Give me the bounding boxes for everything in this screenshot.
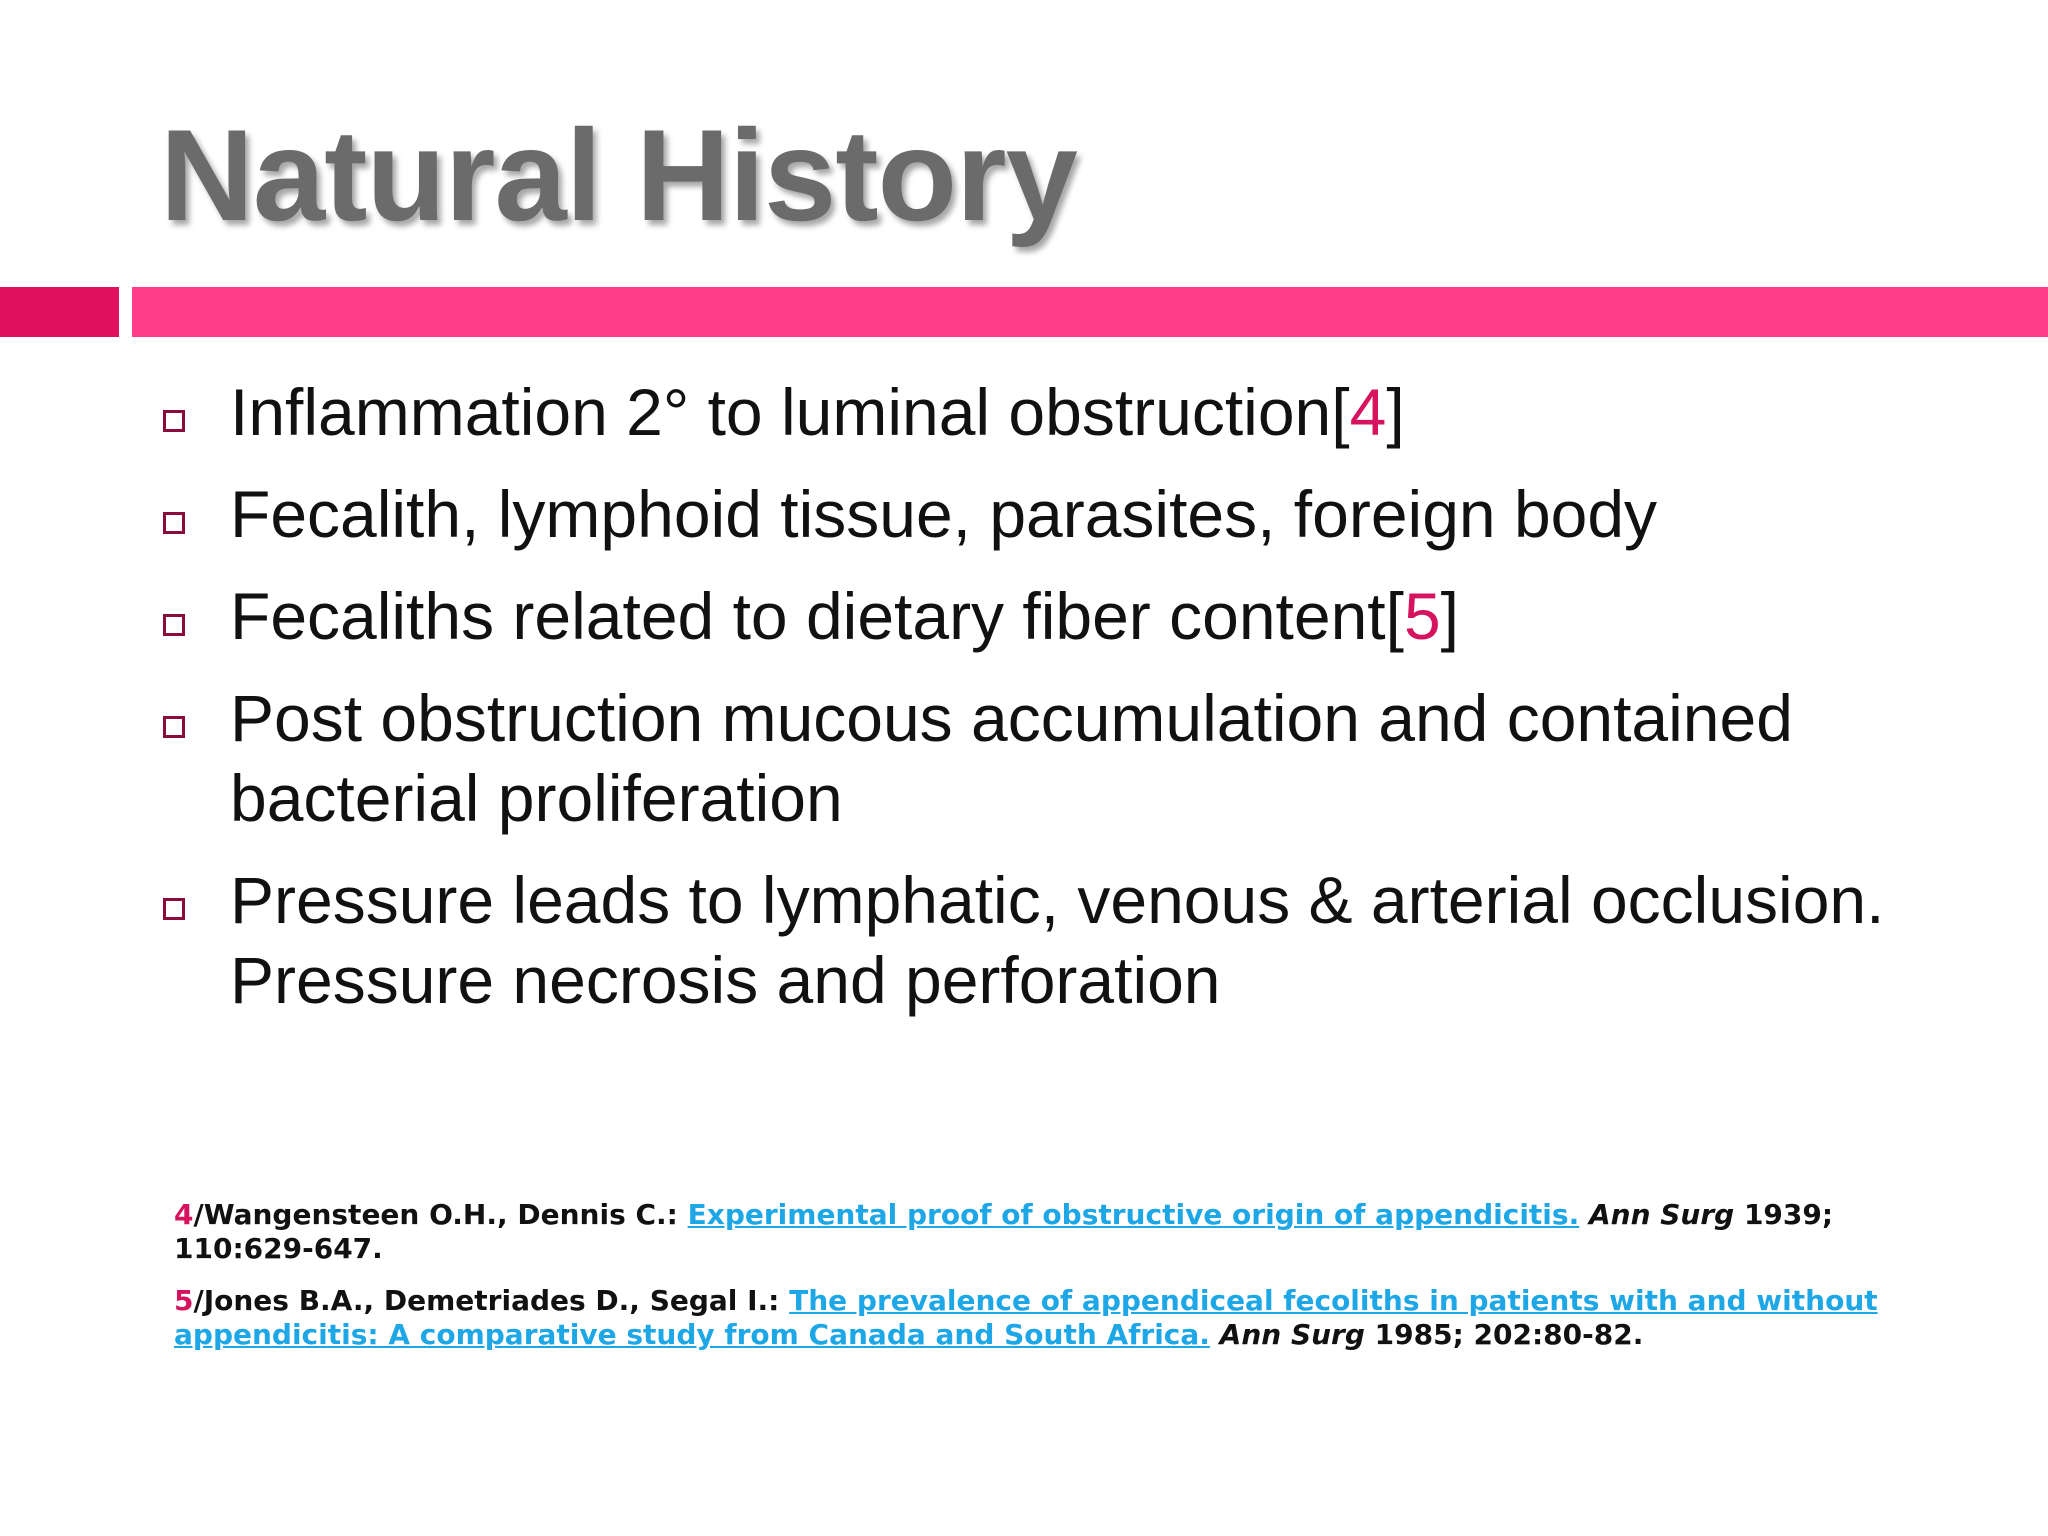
slide-title: Natural History	[160, 102, 1077, 248]
reference-journal: Ann Surg	[1579, 1198, 1735, 1231]
reference-authors: /Wangensteen O.H., Dennis C.:	[193, 1198, 688, 1231]
square-bullet-icon	[163, 410, 185, 432]
bullet-item	[160, 576, 2020, 656]
reference-authors: /Jones B.A., Demetriades D., Segal I.:	[193, 1284, 790, 1317]
bullet-item	[160, 678, 2020, 838]
bullet-text: Fecalith, lymphoid tissue, parasites, foreign body	[230, 477, 1658, 551]
references	[174, 1198, 1934, 1370]
bullet-text: Fecaliths related to dietary fiber content[	[230, 579, 1404, 653]
reference-item	[174, 1198, 1934, 1266]
reference-marker: 5	[1403, 579, 1441, 653]
bullet-text-suffix: ]	[1440, 579, 1460, 653]
reference-link[interactable]: Experimental proof of obstructive origin of appendicitis.	[687, 1198, 1580, 1231]
reference-journal: Ann Surg	[1209, 1318, 1365, 1351]
reference-index: 5	[174, 1284, 194, 1317]
reference-citation: 1939; 110:629-647.	[174, 1198, 1834, 1265]
title-divider-left-accent	[0, 287, 119, 337]
reference-marker: 4	[1349, 375, 1387, 449]
bullet-text: Post obstruction mucous accumulation and contained bacterial proliferation	[230, 681, 1793, 835]
bullet-item	[160, 860, 2020, 1020]
reference-item	[174, 1284, 1934, 1352]
bullet-item	[160, 372, 2020, 452]
bullet-text: Pressure leads to lymphatic, venous & arterial occlusion. Pressure necrosis and perforation	[230, 863, 1885, 1017]
bullet-item	[160, 474, 2020, 554]
square-bullet-icon	[163, 614, 185, 636]
square-bullet-icon	[163, 512, 185, 534]
reference-citation: 1985; 202:80-82.	[1364, 1318, 1644, 1351]
reference-link[interactable]: The prevalence of appendiceal fecoliths in patients with and without appendicitis: A comparative study from Canada and South Africa.	[174, 1284, 1878, 1351]
reference-index: 4	[174, 1198, 194, 1231]
square-bullet-icon	[163, 716, 185, 738]
title-divider-bar	[132, 287, 2048, 337]
bullet-text: Inflammation 2° to luminal obstruction[	[230, 375, 1350, 449]
square-bullet-icon	[163, 898, 185, 920]
bullet-text-suffix: ]	[1386, 375, 1405, 449]
bullet-list	[160, 372, 2020, 1042]
